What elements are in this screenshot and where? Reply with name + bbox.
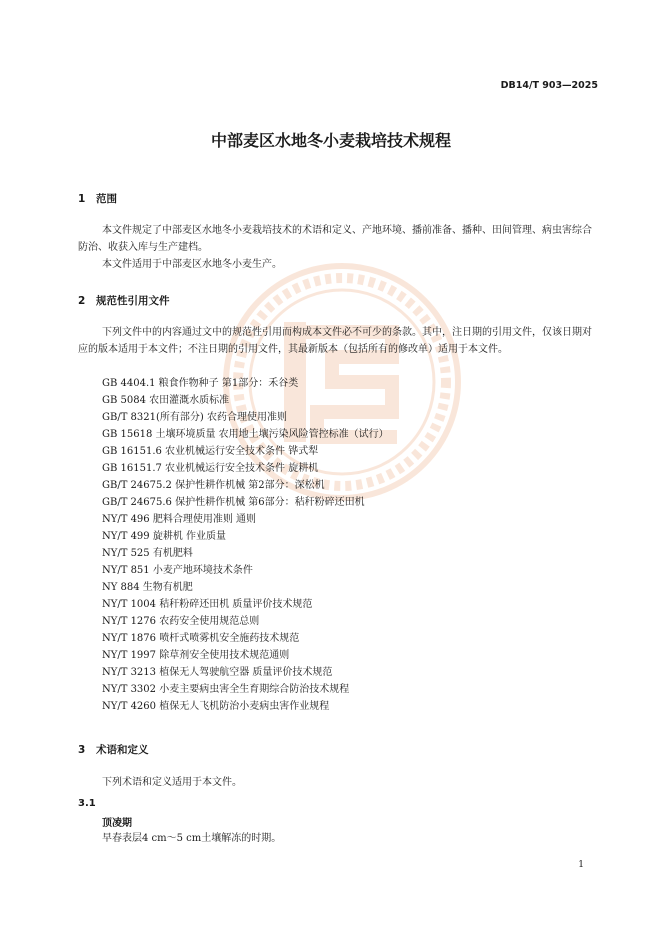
reference-item: GB 4404.1 粮食作物种子 第1部分：禾谷类 [102, 378, 299, 389]
document-title: 中部麦区水地冬小麦栽培技术规程 [210, 131, 451, 150]
reference-item: GB/T 24675.6 保护性耕作机械 第6部分：秸秆粉碎还田机 [102, 497, 365, 508]
reference-item: GB/T 8321(所有部分) 农药合理使用准则 [102, 412, 287, 423]
page-number: 1 [578, 860, 584, 870]
section-title: 范围 [96, 193, 117, 205]
reference-item: NY/T 1004 秸秆粉碎还田机 质量评价技术规范 [102, 599, 313, 610]
term-name: 顶凌期 [102, 818, 132, 829]
paragraph: 下列术语和定义适用于本文件。 [102, 777, 242, 788]
paragraph: 本文件适用于中部麦区水地冬小麦生产。 [102, 259, 282, 270]
section-heading-scope [78, 191, 117, 206]
reference-item: NY 884 生物有机肥 [102, 582, 193, 593]
reference-item: GB 16151.6 农业机械运行安全技术条件 铧式犁 [102, 446, 319, 457]
section-title: 术语和定义 [96, 744, 149, 756]
reference-item: NY/T 1997 除草剂安全使用技术规范通则 [102, 650, 290, 661]
reference-item: NY/T 851 小麦产地环境技术条件 [102, 565, 253, 576]
reference-item: NY/T 525 有机肥料 [102, 548, 193, 559]
reference-item: NY/T 499 旋耕机 作业质量 [102, 531, 227, 542]
reference-item: NY/T 1876 喷杆式喷雾机安全施药技术规范 [102, 633, 300, 644]
section-heading-terms [78, 742, 149, 757]
term-number: 3.1 [78, 798, 96, 809]
reference-item: NY/T 3302 小麦主要病虫害全生育期综合防治技术规程 [102, 684, 350, 695]
reference-item: GB 5084 农田灌溉水质标准 [102, 395, 230, 406]
document-code: DB14/T 903—2025 [500, 80, 598, 91]
reference-item: GB 15618 土壤环境质量 农用地土壤污染风险管控标准（试行） [102, 429, 389, 440]
section-number: 3 [78, 744, 86, 756]
paragraph: 本文件规定了中部麦区水地冬小麦栽培技术的术语和定义、产地环境、播前准备、播种、田间管理、病虫害综合防治、收获入库与生产建档。 [78, 225, 592, 253]
reference-item: NY/T 4260 植保无人飞机防治小麦病虫害作业规程 [102, 701, 330, 712]
section-number: 2 [78, 295, 86, 307]
section-number: 1 [78, 193, 86, 205]
paragraph: 下列文件中的内容通过文中的规范性引用而构成本文件必不可少的条款。其中，注日期的引用文件，仅该日期对应的版本适用于本文件；不注日期的引用文件，其最新版本（包括所有的修改单）适用于本文件。 [78, 327, 592, 355]
term-definition: 早春表层4 cm～5 cm土壤解冻的时期。 [102, 833, 282, 844]
section-heading-normative [78, 293, 170, 308]
reference-item: NY/T 1276 农药安全使用规范总则 [102, 616, 260, 627]
reference-item: NY/T 496 肥料合理使用准则 通则 [102, 514, 257, 525]
reference-item: GB 16151.7 农业机械运行安全技术条件 旋耕机 [102, 463, 319, 474]
reference-item: GB/T 24675.2 保护性耕作机械 第2部分：深松机 [102, 480, 325, 491]
section-title: 规范性引用文件 [96, 295, 170, 307]
reference-item: NY/T 3213 植保无人驾驶航空器 质量评价技术规范 [102, 667, 333, 678]
